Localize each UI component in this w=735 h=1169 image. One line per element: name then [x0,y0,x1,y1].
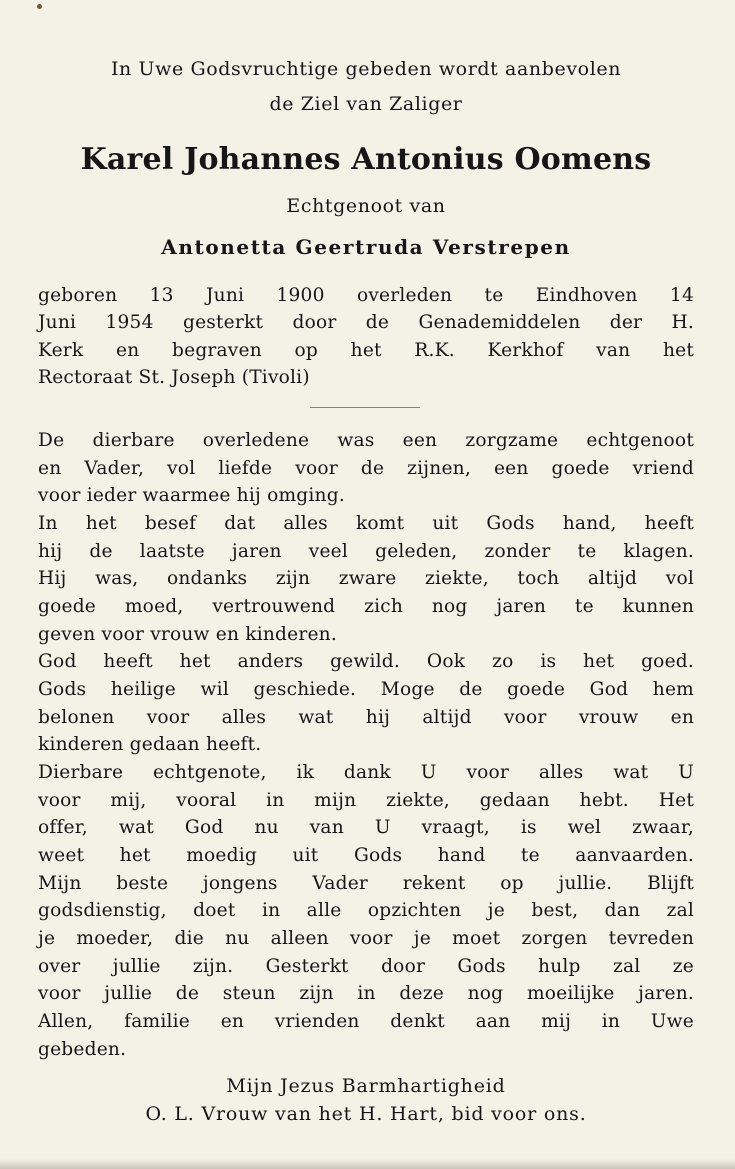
body-line: gebeden. [38,1039,127,1060]
corner-mark [37,4,42,9]
body-line: kinderen gedaan heeft. [38,734,262,755]
spouse-name: Antonetta Geertruda Verstrepen [161,235,571,259]
biography-line: Rectoraat St. Joseph (Tivoli) [38,367,310,388]
body-line: voor mij, vooral in mijn ziekte, gedaan hebt. Het [38,790,694,811]
biography-line: Kerk en begraven op het R.K. Kerkhof van het [38,340,694,361]
intro-line-1: In Uwe Godsvruchtige gebeden wordt aanbevolen [110,58,622,80]
body-line: Hij was, ondanks zijn zware ziekte, toch altijd vol [38,568,694,589]
prayer-line-2: O. L. Vrouw van het H. Hart, bid voor ons. [145,1103,587,1125]
body-line: en Vader, vol liefde voor de zijnen, een goede vriend [38,458,694,479]
body-line: In het besef dat alles komt uit Gods hand, heeft [38,513,694,534]
deceased-name: Karel Johannes Antonius Oomens [80,142,652,177]
prayer-line-1: Mijn Jezus Barmhartigheid [226,1075,506,1097]
body-line: weet het moedig uit Gods hand te aanvaarden. [38,845,694,866]
body-line: belonen voor alles wat hij altijd voor vrouw en [38,707,694,728]
body-line: goede moed, vertrouwend zich nog jaren te kunnen [38,596,694,617]
body-line: De dierbare overledene was een zorgzame echtgenoot [38,430,694,451]
body-line: geven voor vrouw en kinderen. [38,624,337,645]
body-line: Mijn beste jongens Vader rekent op jullie. Blijft [38,873,694,894]
divider [310,407,420,408]
body-line: voor jullie de steun zijn in deze nog moeilijke jaren. [38,983,694,1004]
body-line: God heeft het anders gewild. Ook zo is het goed. [38,651,694,672]
biography-line: geboren 13 Juni 1900 overleden te Eindhoven 14 [38,285,694,306]
body-line: offer, wat God nu van U vraagt, is wel zwaar, [38,817,694,838]
body-line: voor ieder waarmee hij omging. [38,485,345,506]
intro-line-2: de Ziel van Zaliger [269,93,463,115]
bottom-edge-shadow [0,1159,735,1169]
spouse-label: Echtgenoot van [286,195,446,217]
body-line: hij de laatste jaren veel geleden, zonder te klagen. [38,541,694,562]
body-line: godsdienstig, doet in alle opzichten je best, dan zal [38,900,694,921]
body-line: Gods heilige wil geschiede. Moge de goede God hem [38,679,694,700]
body-line: Dierbare echtgenote, ik dank U voor alles wat U [38,762,694,783]
biography-line: Juni 1954 gesterkt door de Genademiddelen der H. [38,312,694,333]
body-line: je moeder, die nu alleen voor je moet zorgen tevreden [38,928,694,949]
body-line: Allen, familie en vrienden denkt aan mij in Uwe [38,1011,694,1032]
body-line: over jullie zijn. Gesterkt door Gods hulp zal ze [38,956,694,977]
